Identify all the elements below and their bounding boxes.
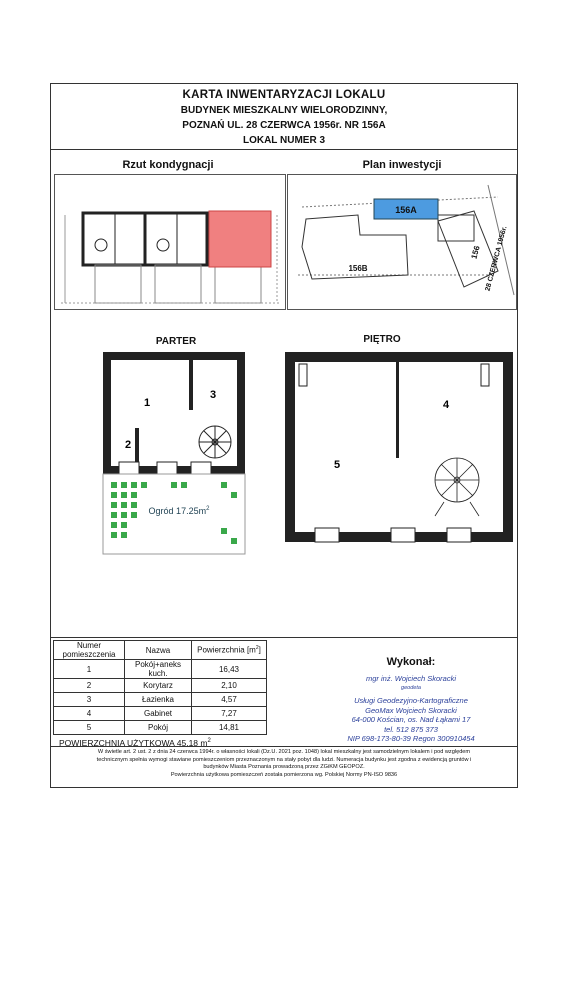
divider bbox=[51, 746, 517, 747]
legal-line: W świetle art. 2 ust. 2 z dnia 24 czerwca 1994r. o własności lokali (Dz.U. 2021 poz. 1048) lokal mieszkalny jest samodzielnym lokalem i pod względem bbox=[97, 749, 471, 755]
table-row bbox=[54, 693, 267, 707]
floor-title-pietro: PIĘTRO bbox=[363, 334, 401, 345]
table-header-row bbox=[54, 641, 267, 660]
unit-number: LOKAL NUMER 3 bbox=[242, 135, 326, 146]
room-label-1: 1 bbox=[144, 397, 151, 409]
surveyor-name: mgr inż. Wojciech Skoracki bbox=[365, 674, 457, 683]
section-title-plan: Plan inwestycji bbox=[362, 159, 442, 171]
label-156b: 156B bbox=[348, 264, 368, 273]
rooms-table bbox=[53, 640, 267, 735]
cell-nr: 2 bbox=[54, 679, 125, 693]
col-name: Nazwa bbox=[125, 641, 192, 660]
cell-name: Gabinet bbox=[125, 707, 192, 721]
floor-outline-panel bbox=[54, 174, 286, 310]
company-line-1: Usługi Geodezyjno-Kartograficzne bbox=[354, 696, 468, 705]
company-phone: tel. 512 875 373 bbox=[384, 724, 438, 734]
garden-area bbox=[103, 474, 245, 554]
highlighted-unit bbox=[209, 211, 271, 267]
total-area: POWIERZCHNIA UŻYTKOWA 45,18 $m^2$ bbox=[59, 738, 211, 748]
cell-area: 2,10 bbox=[192, 679, 267, 693]
company-line-2: GeoMax Wojciech Skoracki bbox=[365, 705, 457, 715]
garden-label: Ogród $17.25m^2$ bbox=[148, 506, 210, 516]
label-156: 156 bbox=[469, 244, 482, 260]
col-area: Powierzchnia $[m^2]$ bbox=[192, 641, 267, 660]
cell-area: 14,81 bbox=[192, 721, 267, 735]
cell-area: 16,43 bbox=[192, 660, 267, 679]
executor-title: Wykonał: bbox=[386, 656, 436, 668]
card-title: KARTA INWENTARYZACJI LOKALU bbox=[182, 89, 386, 101]
room-label-3: 3 bbox=[210, 389, 217, 401]
legal-line: technicznym spełnia wymogi stawiane pomieszczeniom przeznaczonym na stały pobyt dla ludzi. Numeracja budynku jest zgodna z ewidencją gruntów i bbox=[96, 756, 472, 763]
table-row bbox=[54, 707, 267, 721]
floor-title-parter: PARTER bbox=[155, 336, 197, 347]
cell-nr: 3 bbox=[54, 693, 125, 707]
cell-name: Łazienka bbox=[125, 693, 192, 707]
cell-nr: 1 bbox=[54, 660, 125, 679]
table-row bbox=[54, 721, 267, 735]
cell-name: Korytarz bbox=[125, 679, 192, 693]
label-156a: 156A bbox=[395, 205, 417, 215]
surveyor-role: geodeta bbox=[401, 684, 421, 691]
site-plan-panel bbox=[287, 174, 517, 310]
pietro-plan bbox=[279, 346, 519, 546]
address: POZNAŃ UL. 28 CZERWCA 1956r. NR 156A bbox=[182, 120, 386, 131]
col-number: Numer pomieszczenia bbox=[54, 641, 125, 660]
cell-name: Pokój+aneks kuch. bbox=[125, 660, 192, 679]
table-row bbox=[54, 679, 267, 693]
cell-name: Pokój bbox=[125, 721, 192, 735]
surveyor-stamp bbox=[306, 674, 516, 744]
cell-nr: 5 bbox=[54, 721, 125, 735]
inventory-card bbox=[50, 83, 518, 788]
company-ids: NIP 698-173-80-39 Regon 300910454 bbox=[347, 734, 475, 743]
section-title-rzut: Rzut kondygnacji bbox=[122, 159, 214, 171]
table-row bbox=[54, 660, 267, 679]
room-label-5: 5 bbox=[334, 459, 341, 471]
parter-plan bbox=[91, 348, 261, 558]
room-label-2: 2 bbox=[125, 439, 132, 451]
room-label-4: 4 bbox=[443, 399, 450, 411]
street-label: 28 CZERWCA 1956r. bbox=[484, 225, 509, 292]
site-plan-drawing bbox=[288, 175, 516, 309]
header bbox=[51, 84, 517, 148]
divider bbox=[51, 149, 517, 150]
cell-nr: 4 bbox=[54, 707, 125, 721]
legal-line: budynków Miasta Poznania prowadzoną przez ZGiKM GEOPOZ. bbox=[203, 764, 365, 770]
building-type: BUDYNEK MIESZKALNY WIELORODZINNY, bbox=[180, 105, 388, 116]
legal-line: Powierzchnia użytkowa pomieszczeń została pomierzona wg. Polskiej Normy PN-ISO 9836 bbox=[170, 771, 398, 778]
company-address: 64-000 Kościan, os. Nad Łąkami 17 bbox=[351, 715, 471, 724]
divider bbox=[51, 637, 517, 638]
legal-note bbox=[55, 749, 513, 779]
cell-area: 7,27 bbox=[192, 707, 267, 721]
cell-area: 4,57 bbox=[192, 693, 267, 707]
floor-outline-drawing bbox=[55, 175, 285, 309]
